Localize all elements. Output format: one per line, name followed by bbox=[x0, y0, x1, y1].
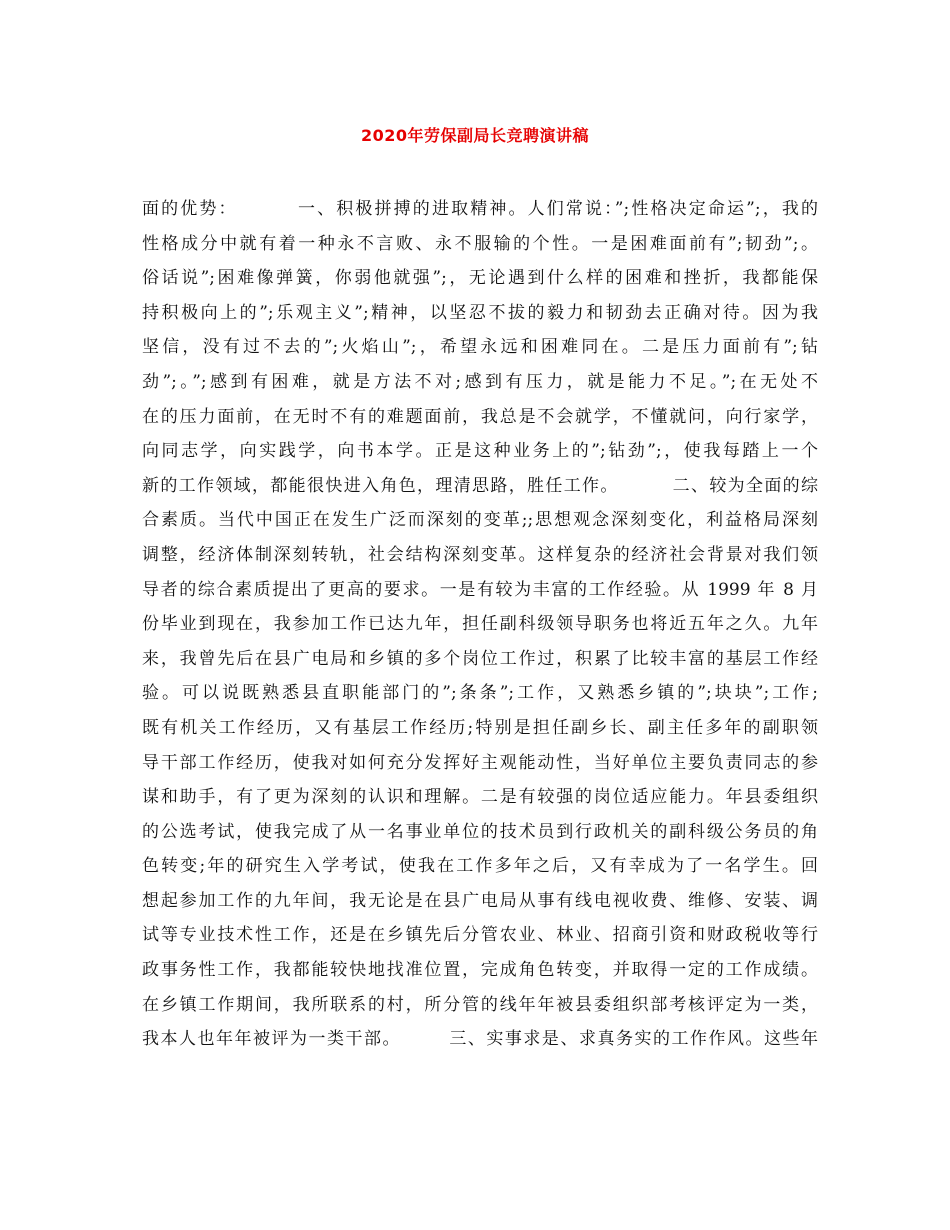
body-line: 色转变;年的研究生入学考试，使我在工作多年之后，又有幸成为了一名学生。回 bbox=[142, 856, 818, 877]
body-line: 导干部工作经历，使我对如何充分发挥好主观能动性，当好单位主要负责同志的参 bbox=[142, 752, 818, 773]
body-line: 政事务性工作，我都能较快地找准位置，完成角色转变，并取得一定的工作成绩。 bbox=[142, 960, 818, 981]
body-line: 在乡镇工作期间，我所联系的村，所分管的线年年被县委组织部考核评定为一类， bbox=[142, 994, 818, 1015]
body-line: 谋和助手，有了更为深刻的认识和理解。二是有较强的岗位适应能力。年县委组织 bbox=[142, 787, 818, 808]
body-line: 既有机关工作经历，又有基层工作经历;特别是担任副乡长、副主任多年的副职领 bbox=[142, 717, 818, 738]
body-line: 新的工作领域，都能很快进入角色，理清思路，胜任工作。 二、较为全面的综 bbox=[142, 475, 818, 496]
body-line: 面的优势： 一、积极拼搏的进取精神。人们常说：”;性格决定命运”;，我的 bbox=[142, 199, 818, 219]
body-line: 试等专业技术性工作，还是在乡镇先后分管农业、林业、招商引资和财政税收等行 bbox=[142, 925, 818, 946]
body-line: 份毕业到现在，我参加工作已达九年，担任副科级领导职务也将近五年之久。九年 bbox=[142, 614, 818, 635]
body-line: 想起参加工作的九年间，我无论是在县广电局从事有线电视收费、维修、安装、调 bbox=[142, 890, 818, 911]
body-line: 导者的综合素质提出了更高的要求。一是有较为丰富的工作经验。从 1999 年 8 月 bbox=[142, 579, 818, 600]
body-line: 合素质。当代中国正在发生广泛而深刻的变革;;思想观念深刻变化，利益格局深刻 bbox=[142, 510, 818, 531]
body-line: 来，我曾先后在县广电局和乡镇的多个岗位工作过，积累了比较丰富的基层工作经 bbox=[142, 648, 818, 669]
body-line: 持积极向上的”;乐观主义”;精神，以坚忍不拔的毅力和韧劲去正确对待。因为我 bbox=[142, 302, 818, 323]
body-line: 向同志学，向实践学，向书本学。正是这种业务上的”;钻劲”;，使我每踏上一个 bbox=[142, 441, 818, 462]
body-line: 调整，经济体制深刻转轨，社会结构深刻变革。这样复杂的经济社会背景对我们领 bbox=[142, 544, 818, 565]
body-line: 我本人也年年被评为一类干部。 三、实事求是、求真务实的工作作风。这些年 bbox=[142, 1029, 818, 1050]
body-line: 的公选考试，使我完成了从一名事业单位的技术员到行政机关的副科级公务员的角 bbox=[142, 821, 818, 842]
body-line: 在的压力面前，在无时不有的难题面前，我总是不会就学，不懂就问，向行家学， bbox=[142, 406, 818, 427]
body-line: 劲”;。”;感到有困难，就是方法不对;感到有压力，就是能力不足。”;在无处不 bbox=[142, 371, 818, 392]
document-body bbox=[142, 192, 818, 1057]
body-line: 性格成分中就有着一种永不言败、永不服输的个性。一是困难面前有”;韧劲”;。 bbox=[142, 233, 818, 254]
body-line: 俗话说”;困难像弹簧，你弱他就强”;，无论遇到什么样的困难和挫折，我都能保 bbox=[142, 268, 818, 289]
body-line: 验。可以说既熟悉县直职能部门的”;条条”;工作，又熟悉乡镇的”;块块”;工作; bbox=[142, 683, 818, 704]
document-title: 2020年劳保副局长竞聘演讲稿 bbox=[360, 126, 590, 145]
body-line: 坚信，没有过不去的”;火焰山”;，希望永远和困难同在。二是压力面前有”;钻 bbox=[142, 337, 818, 358]
